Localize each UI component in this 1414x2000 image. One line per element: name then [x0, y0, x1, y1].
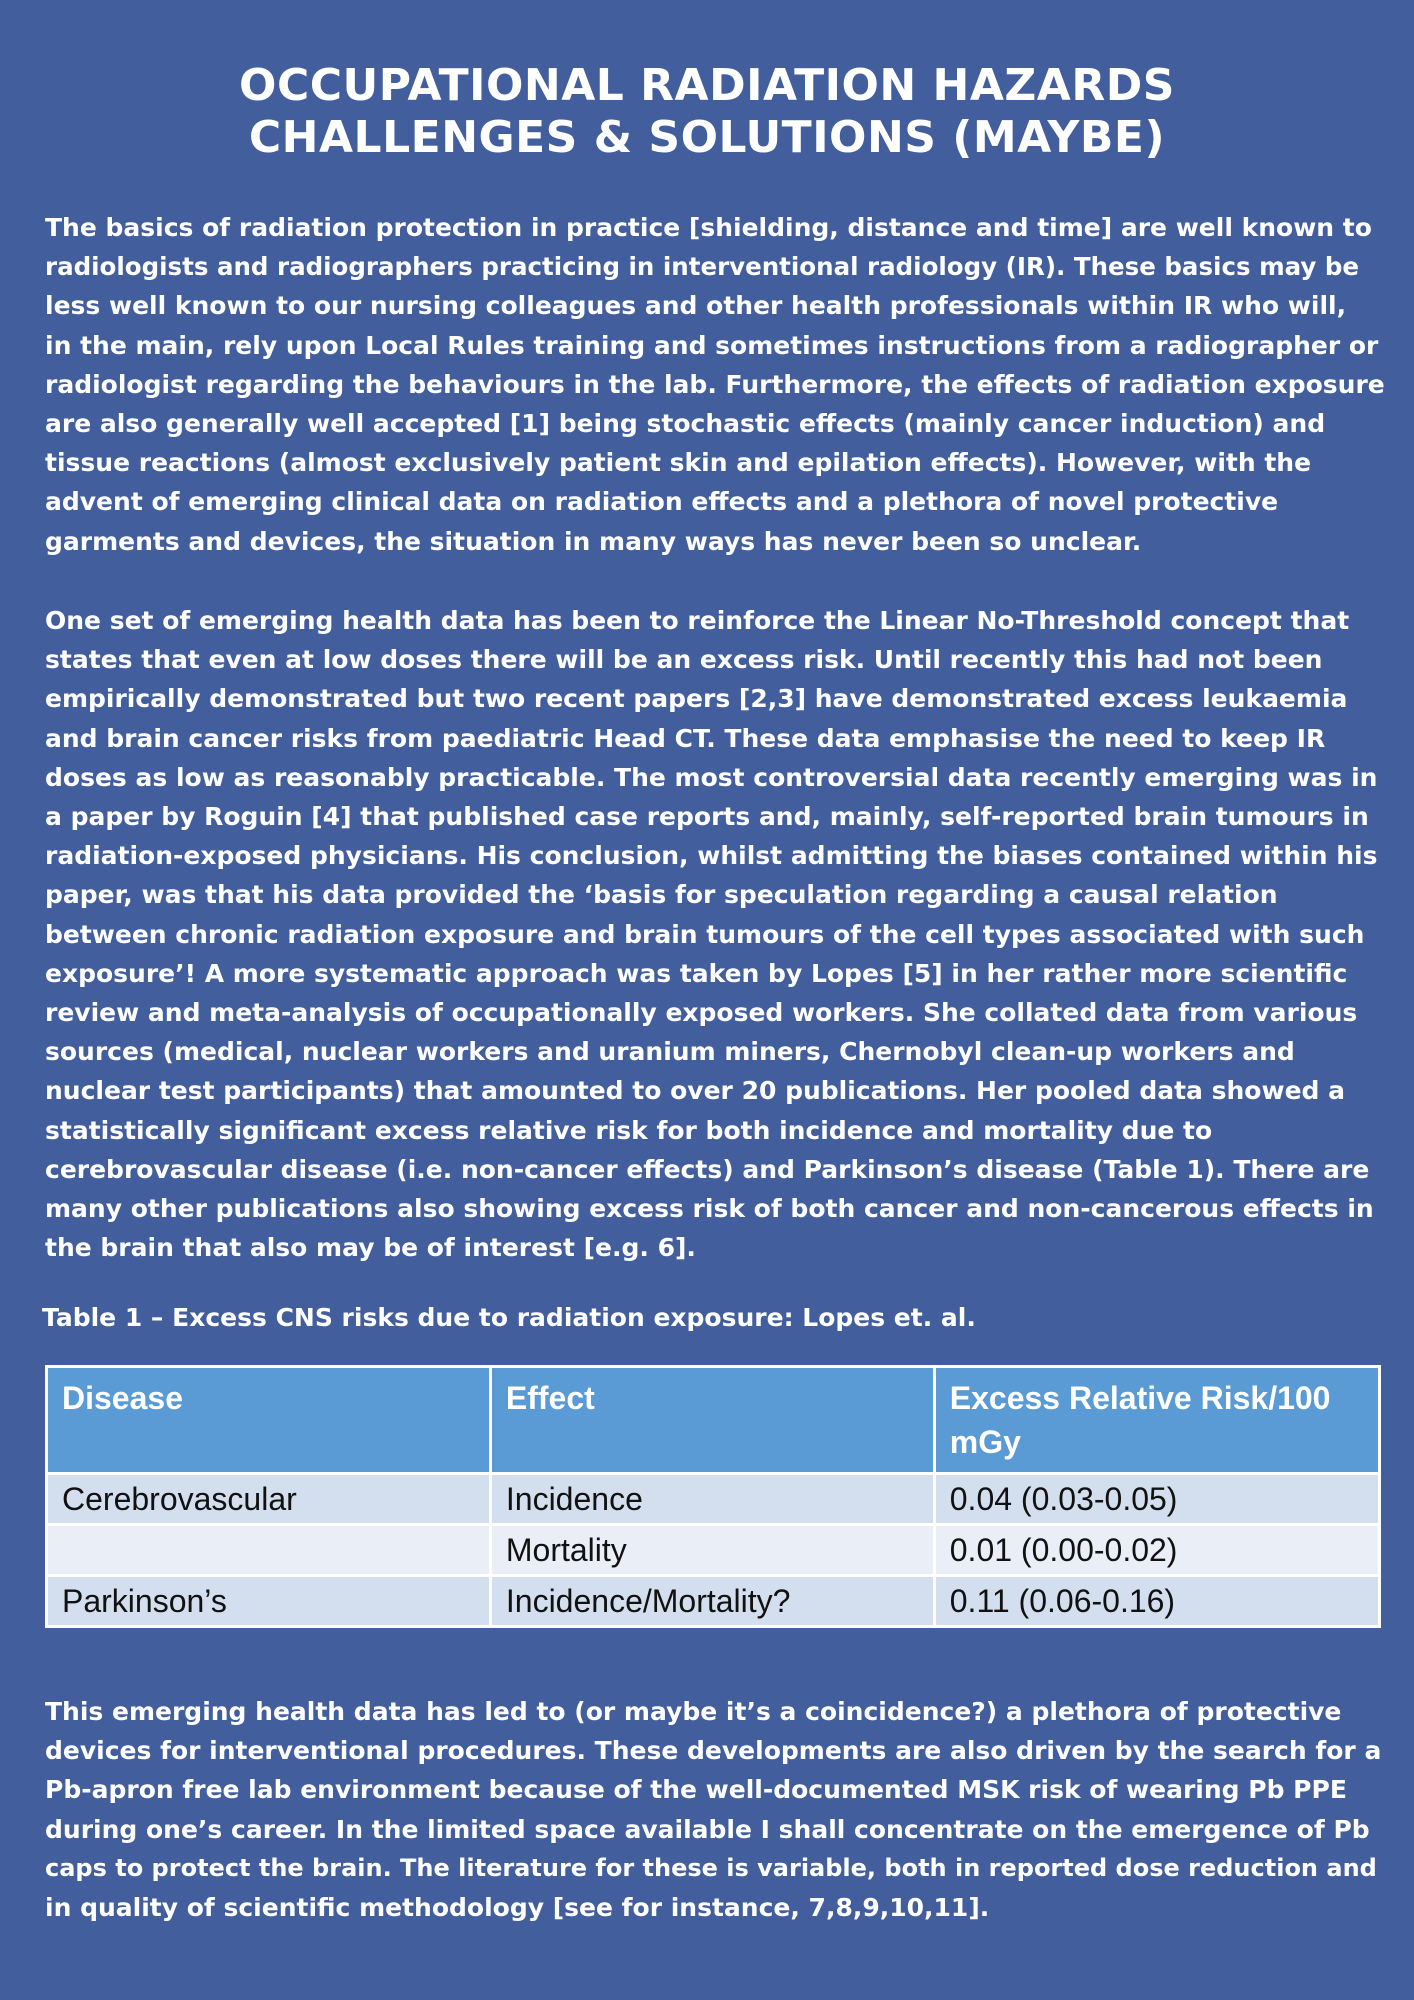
table-row: [47, 1474, 1380, 1525]
table-row: [47, 1525, 1380, 1576]
text-line: devices for interventional procedures. These developments are also driven by the search for a: [45, 1736, 1382, 1766]
text-line: many other publications also showing excess risk of both cancer and non-cancerous effects in: [45, 1194, 1374, 1224]
text-line: empirically demonstrated but two recent papers [2,3] have demonstrated excess leukaemia: [45, 684, 1348, 714]
text-line: caps to protect the brain. The literature for these is variable, both in reported dose reduction and: [45, 1853, 1377, 1882]
cell-risk: 0.11 (0.06-0.16): [934, 1576, 1379, 1627]
text-line: exposure’! A more systematic approach was taken by Lopes [5] in her rather more scientific: [45, 958, 1348, 988]
text-line: sources (medical, nuclear workers and uranium miners, Chernobyl clean-up workers and: [45, 1037, 1295, 1067]
cell-effect: Mortality: [490, 1525, 934, 1576]
text-line: The basics of radiation protection in practice [shielding, distance and time] are well known to: [45, 213, 1372, 242]
text-line: radiologists and radiographers practicing in interventional radiology (IR). These basics may be: [45, 252, 1360, 282]
cell-risk: 0.04 (0.03-0.05): [934, 1474, 1379, 1525]
text-line: in quality of scientific methodology [see for instance, 7,8,9,10,11].: [45, 1893, 990, 1923]
table-row: [47, 1576, 1380, 1627]
text-line: in the main, rely upon Local Rules training and sometimes instructions from a radiographer or: [45, 330, 1379, 360]
text-line: Pb-apron free lab environment because of the well-documented MSK risk of wearing Pb PPE: [45, 1775, 1347, 1805]
text-line: garments and devices, the situation in many ways has never been so unclear.: [45, 526, 1142, 556]
text-line: during one’s career. In the limited space available I shall concentrate on the emergence of Pb: [45, 1814, 1370, 1844]
text-line: review and meta-analysis of occupationally exposed workers. She collated data from various: [45, 998, 1358, 1028]
header-disease: Disease: [47, 1367, 491, 1474]
text-line: tissue reactions (almost exclusively patient skin and epilation effects). However, with the: [45, 448, 1312, 478]
text-line: nuclear test participants) that amounted to over 20 publications. Her pooled data showed a: [45, 1076, 1345, 1106]
text-line: cerebrovascular disease (i.e. non-cancer effects) and Parkinson’s disease (Table 1). There are: [45, 1154, 1370, 1184]
text-line: radiologist regarding the behaviours in the lab. Furthermore, the effects of radiation exposure: [45, 369, 1385, 399]
paragraph-protective-devices: [45, 1692, 1385, 1927]
header-excess-relative-risk: Excess Relative Risk/100 mGy: [934, 1367, 1379, 1474]
text-line: This emerging health data has led to (or maybe it’s a coincidence?) a plethora of protective: [45, 1697, 1342, 1726]
text-line: advent of emerging clinical data on radiation effects and a plethora of novel protective: [45, 487, 1279, 517]
text-line: and brain cancer risks from paediatric Head CT. These data emphasise the need to keep IR: [45, 723, 1326, 753]
cell-disease: Parkinson’s: [47, 1576, 491, 1627]
text-line: doses as low as reasonably practicable. The most controversial data recently emerging was in: [45, 762, 1378, 792]
title-line-1: OCCUPATIONAL RADIATION HAZARDS: [239, 60, 1175, 111]
cell-effect: Incidence: [490, 1474, 934, 1525]
text-line: a paper by Roguin [4] that published case reports and, mainly, self-reported brain tumours in: [45, 802, 1369, 832]
text-line: the brain that also may be of interest [e.g. 6].: [45, 1233, 696, 1263]
text-line: between chronic radiation exposure and brain tumours of the cell types associated with such: [45, 919, 1365, 949]
text-line: radiation-exposed physicians. His conclusion, whilst admitting the biases contained within his: [45, 841, 1378, 871]
text-line: less well known to our nursing colleagues and other health professionals within IR who will,: [45, 291, 1347, 321]
text-line: states that even at low doses there will be an excess risk. Until recently this had not been: [45, 645, 1323, 675]
table-header-row: [47, 1367, 1380, 1474]
cell-disease: Cerebrovascular: [47, 1474, 491, 1525]
paragraph-intro: [45, 208, 1385, 561]
cell-disease: [47, 1525, 491, 1576]
header-effect: Effect: [490, 1367, 934, 1474]
page-title: [0, 60, 1414, 164]
text-line: are also generally well accepted [1] being stochastic effects (mainly cancer induction) and: [45, 409, 1326, 439]
cell-effect: Incidence/Mortality?: [490, 1576, 934, 1627]
table-caption: Table 1 – Excess CNS risks due to radiation exposure: Lopes et. al.: [42, 1303, 976, 1332]
text-line: One set of emerging health data has been to reinforce the Linear No-Threshold concept that: [45, 606, 1350, 635]
cns-risk-table: [45, 1365, 1381, 1628]
text-line: statistically significant excess relative risk for both incidence and mortality due to: [45, 1115, 1213, 1145]
text-line: paper, was that his data provided the ‘basis for speculation regarding a causal relation: [45, 880, 1278, 910]
title-line-2: CHALLENGES & SOLUTIONS (MAYBE): [248, 112, 1166, 163]
cell-risk: 0.01 (0.00-0.02): [934, 1525, 1379, 1576]
paragraph-emerging-data: [45, 601, 1385, 1267]
